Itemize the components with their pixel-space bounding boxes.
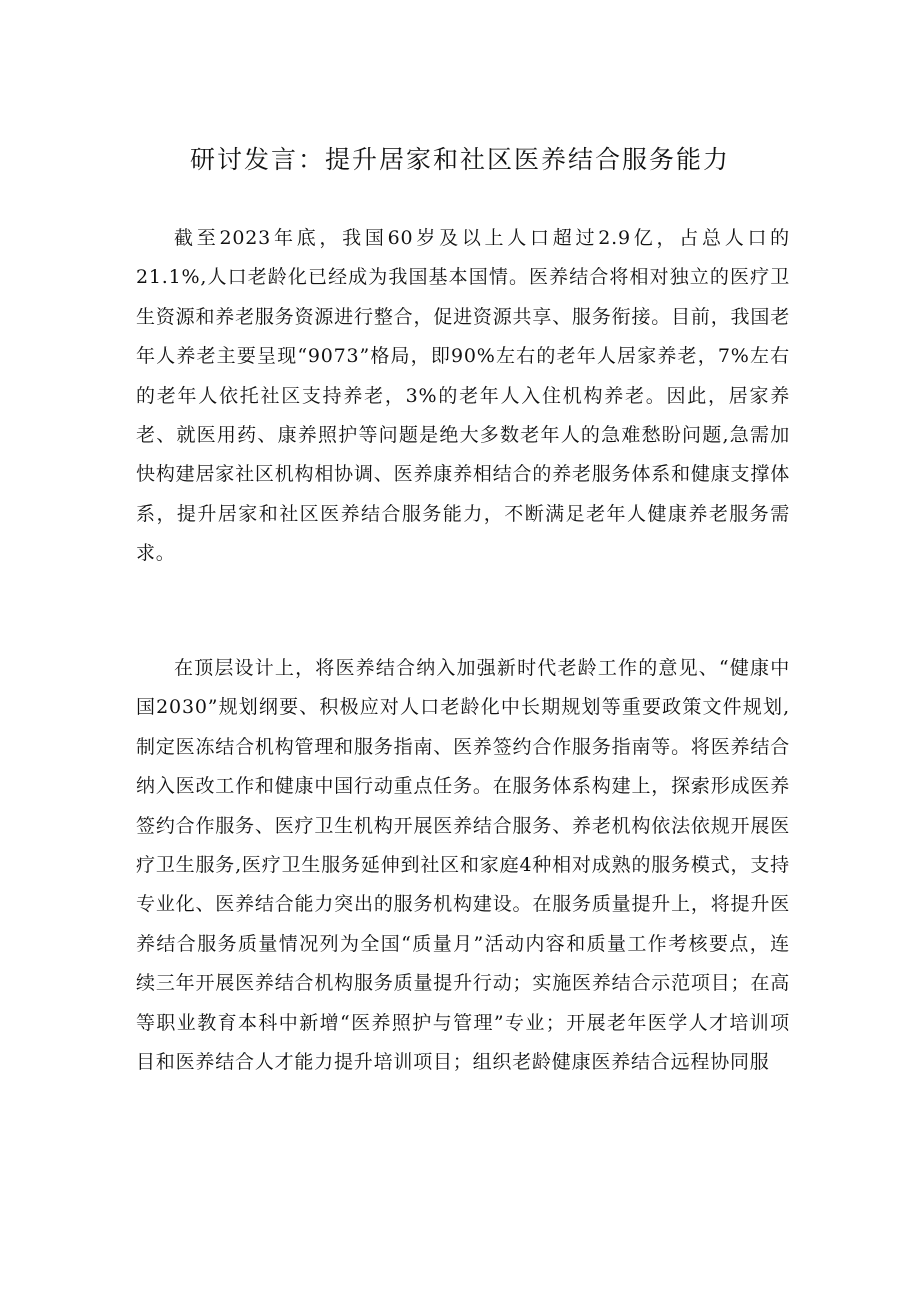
document-title: 研讨发言：提升居家和社区医养结合服务能力	[189, 145, 730, 174]
paragraph-1: 截至2023年底，我国60岁及以上人口超过2.9亿，占总人口的21.1%,人口老龄化已经成为我国基本国情。医养结合将相对独立的医疗卫生资源和养老服务资源进行整合，促进资源共享、服务衔接。目前，我国老年人养老主要呈现“9073”格局，即90%左右的老年人居家养老，7%左右的老年人依托社区支持养老，3%的老年人入住机构养老。因此，居家养老、就医用药、康养照护等问题是绝大多数老年人的急难愁盼问题,急需加快构建居家社区机构相协调、医养康养相结合的养老服务体系和健康支撑体系，提升居家和社区医养结合服务能力，不断满足老年人健康养老服务需求。	[136, 227, 790, 565]
paragraph-2: 在顶层设计上，将医养结合纳入加强新时代老龄工作的意见、“健康中国2030”规划纲要、积极应对人口老龄化中长期规划等重要政策文件规划,制定医冻结合机构管理和服务指南、医养签约合作服务指南等。将医养结合纳入医改工作和健康中国行动重点任务。在服务体系构建上，探索形成医养签约合作服务、医疗卫生机构开展医养结合服务、养老机构依法依规开展医疗卫生服务,医疗卫生服务延伸到社区和家庭4种相对成熟的服务模式，支持专业化、医养结合能力突出的服务机构建设。在服务质量提升上，将提升医养结合服务质量情况列为全国“质量月”活动内容和质量工作考核要点，连续三年开展医养结合机构服务质量提升行动；实施医养结合示范项目；在高等职业教育本科中新增“医养照护与管理”专业；开展老年医学人才培训项目和医养结合人才能力提升培训项目；组织老龄健康医养结合远程协同服	[136, 657, 790, 1074]
